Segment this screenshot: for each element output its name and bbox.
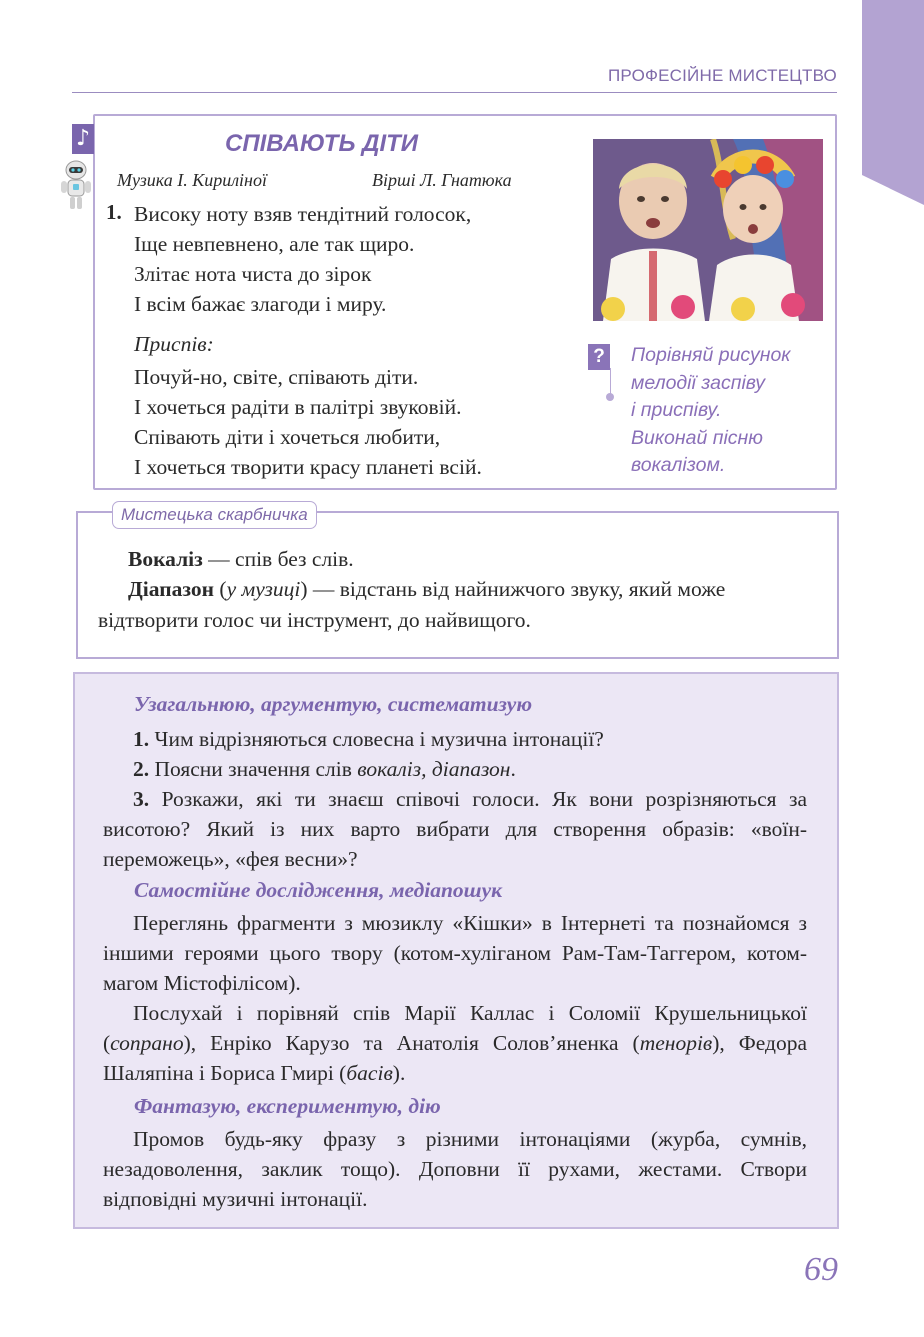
- verse-line: Злітає нота чиста до зірок: [134, 262, 372, 286]
- verse-line: Високу ноту взяв тендітний голосок,: [134, 202, 472, 226]
- paragraph-text: ), Федора Шаляпіна і Бориса Гмирі (: [103, 1031, 807, 1085]
- question-line: Порівняй рисунок: [631, 344, 791, 366]
- paragraph-text: ).: [392, 1061, 406, 1085]
- header-divider: [72, 92, 837, 93]
- section-heading: Фантазую, експериментую, дію: [134, 1094, 441, 1118]
- task-number: 2.: [133, 757, 150, 781]
- term: Вокаліз: [128, 547, 203, 571]
- paragraph-text: Послухай і порівняй спів Марії Каллас і Соломії Крушельницької (: [103, 1001, 807, 1055]
- question-line: Виконай пісню: [631, 426, 763, 449]
- voice-type: тенорів: [639, 1031, 713, 1055]
- definition-range: [98, 574, 823, 636]
- verse-line: І всім бажає злагоди і миру.: [134, 292, 387, 316]
- page-number: 69: [804, 1251, 838, 1288]
- paragraph-text: ), Енріко Карузо та Анатолія Солов’яненка (: [183, 1031, 640, 1055]
- term: Діапазон: [128, 577, 215, 601]
- task-text: .: [510, 757, 516, 781]
- creative-paragraph: Промов будь-яку фразу з різними інтонаціями (журба, сумнів, незадоволення, заклик тощо). Доповни її рухами, жестами. Створи відповідні музичні інтонації.: [103, 1127, 807, 1211]
- task-text: Поясни значення слів: [149, 757, 358, 781]
- question-dot: [606, 393, 614, 401]
- song-title: СПІВАЮТЬ ДІТИ: [225, 130, 419, 157]
- definition-vocalise: [98, 544, 823, 575]
- voice-type: сопрано: [110, 1031, 184, 1055]
- task-number: 1.: [133, 727, 150, 751]
- corner-tab: [862, 0, 924, 205]
- section-heading: Узагальнюю, аргументую, систематизую: [134, 692, 533, 716]
- chorus-label: Приспів:: [134, 332, 214, 356]
- definition-text: ) — відстань від найнижчого звуку, який може відтворити голос чи інструмент, до найвищого.: [98, 577, 726, 632]
- task-3: [103, 784, 807, 874]
- qualifier: у музиці: [226, 577, 301, 601]
- question-icon: ?: [588, 344, 610, 370]
- task-text: Розкажи, які ти знаєш співочі голоси. Як вони розрізняються за висотою? Який із них варто вибрати для створення образів: «воїн-переможець», «фея весни»?: [103, 787, 807, 871]
- question-line: і приспіву.: [631, 399, 722, 421]
- lyrics-credit: Вірші Л. Гнатюка: [372, 170, 512, 190]
- task-number: 3.: [133, 787, 150, 811]
- chorus-lines: [134, 362, 482, 482]
- voice-type: басів: [346, 1061, 393, 1085]
- task-terms: вокаліз, діапазон: [357, 757, 511, 781]
- research-paragraph: Переглянь фрагменти з мюзиклу «Кішки» в Інтернеті та познайомся з іншими героями цього твору (котом-хуліганом Рам-Там-Таггером, котом-магом Містофілісом).: [103, 911, 807, 995]
- section-header: ПРОФЕСІЙНЕ МИСТЕЦТВО: [607, 66, 837, 85]
- question-line: мелодії заспіву: [631, 371, 766, 394]
- listening-paragraph: [103, 998, 807, 1088]
- robot-icon: [58, 158, 94, 212]
- question-text: [631, 342, 791, 480]
- verse-number: 1.: [106, 200, 122, 224]
- chorus-line: Співають діти і хочеться любити,: [134, 425, 441, 449]
- task-1: [103, 724, 807, 754]
- chorus-line: Почуй-но, світе, співають діти.: [134, 365, 419, 389]
- task-2: [103, 754, 807, 784]
- question-line: вокалізом.: [631, 454, 726, 476]
- music-note-icon: ♪: [72, 124, 94, 154]
- children-singing-photo: [593, 139, 823, 321]
- chorus-line: І хочеться радіти в палітрі звуковій.: [134, 395, 462, 419]
- question-connector: [610, 368, 611, 396]
- definition-text: (: [214, 577, 227, 601]
- definition-text: — спів без слів.: [202, 547, 354, 571]
- music-credit: Музика І. Кирилiної: [117, 170, 267, 190]
- glossary-tag: Мистецька скарбничка: [112, 501, 317, 529]
- task-text: Чим відрізняються словесна і музична інтонації?: [149, 727, 604, 751]
- verse-line: Іще невпевнено, але так щиро.: [134, 232, 415, 256]
- verse-lines: [134, 199, 471, 319]
- section-heading: Самостійне дослідження, медіапошук: [134, 878, 503, 902]
- chorus-line: І хочеться творити красу планеті всій.: [134, 455, 482, 479]
